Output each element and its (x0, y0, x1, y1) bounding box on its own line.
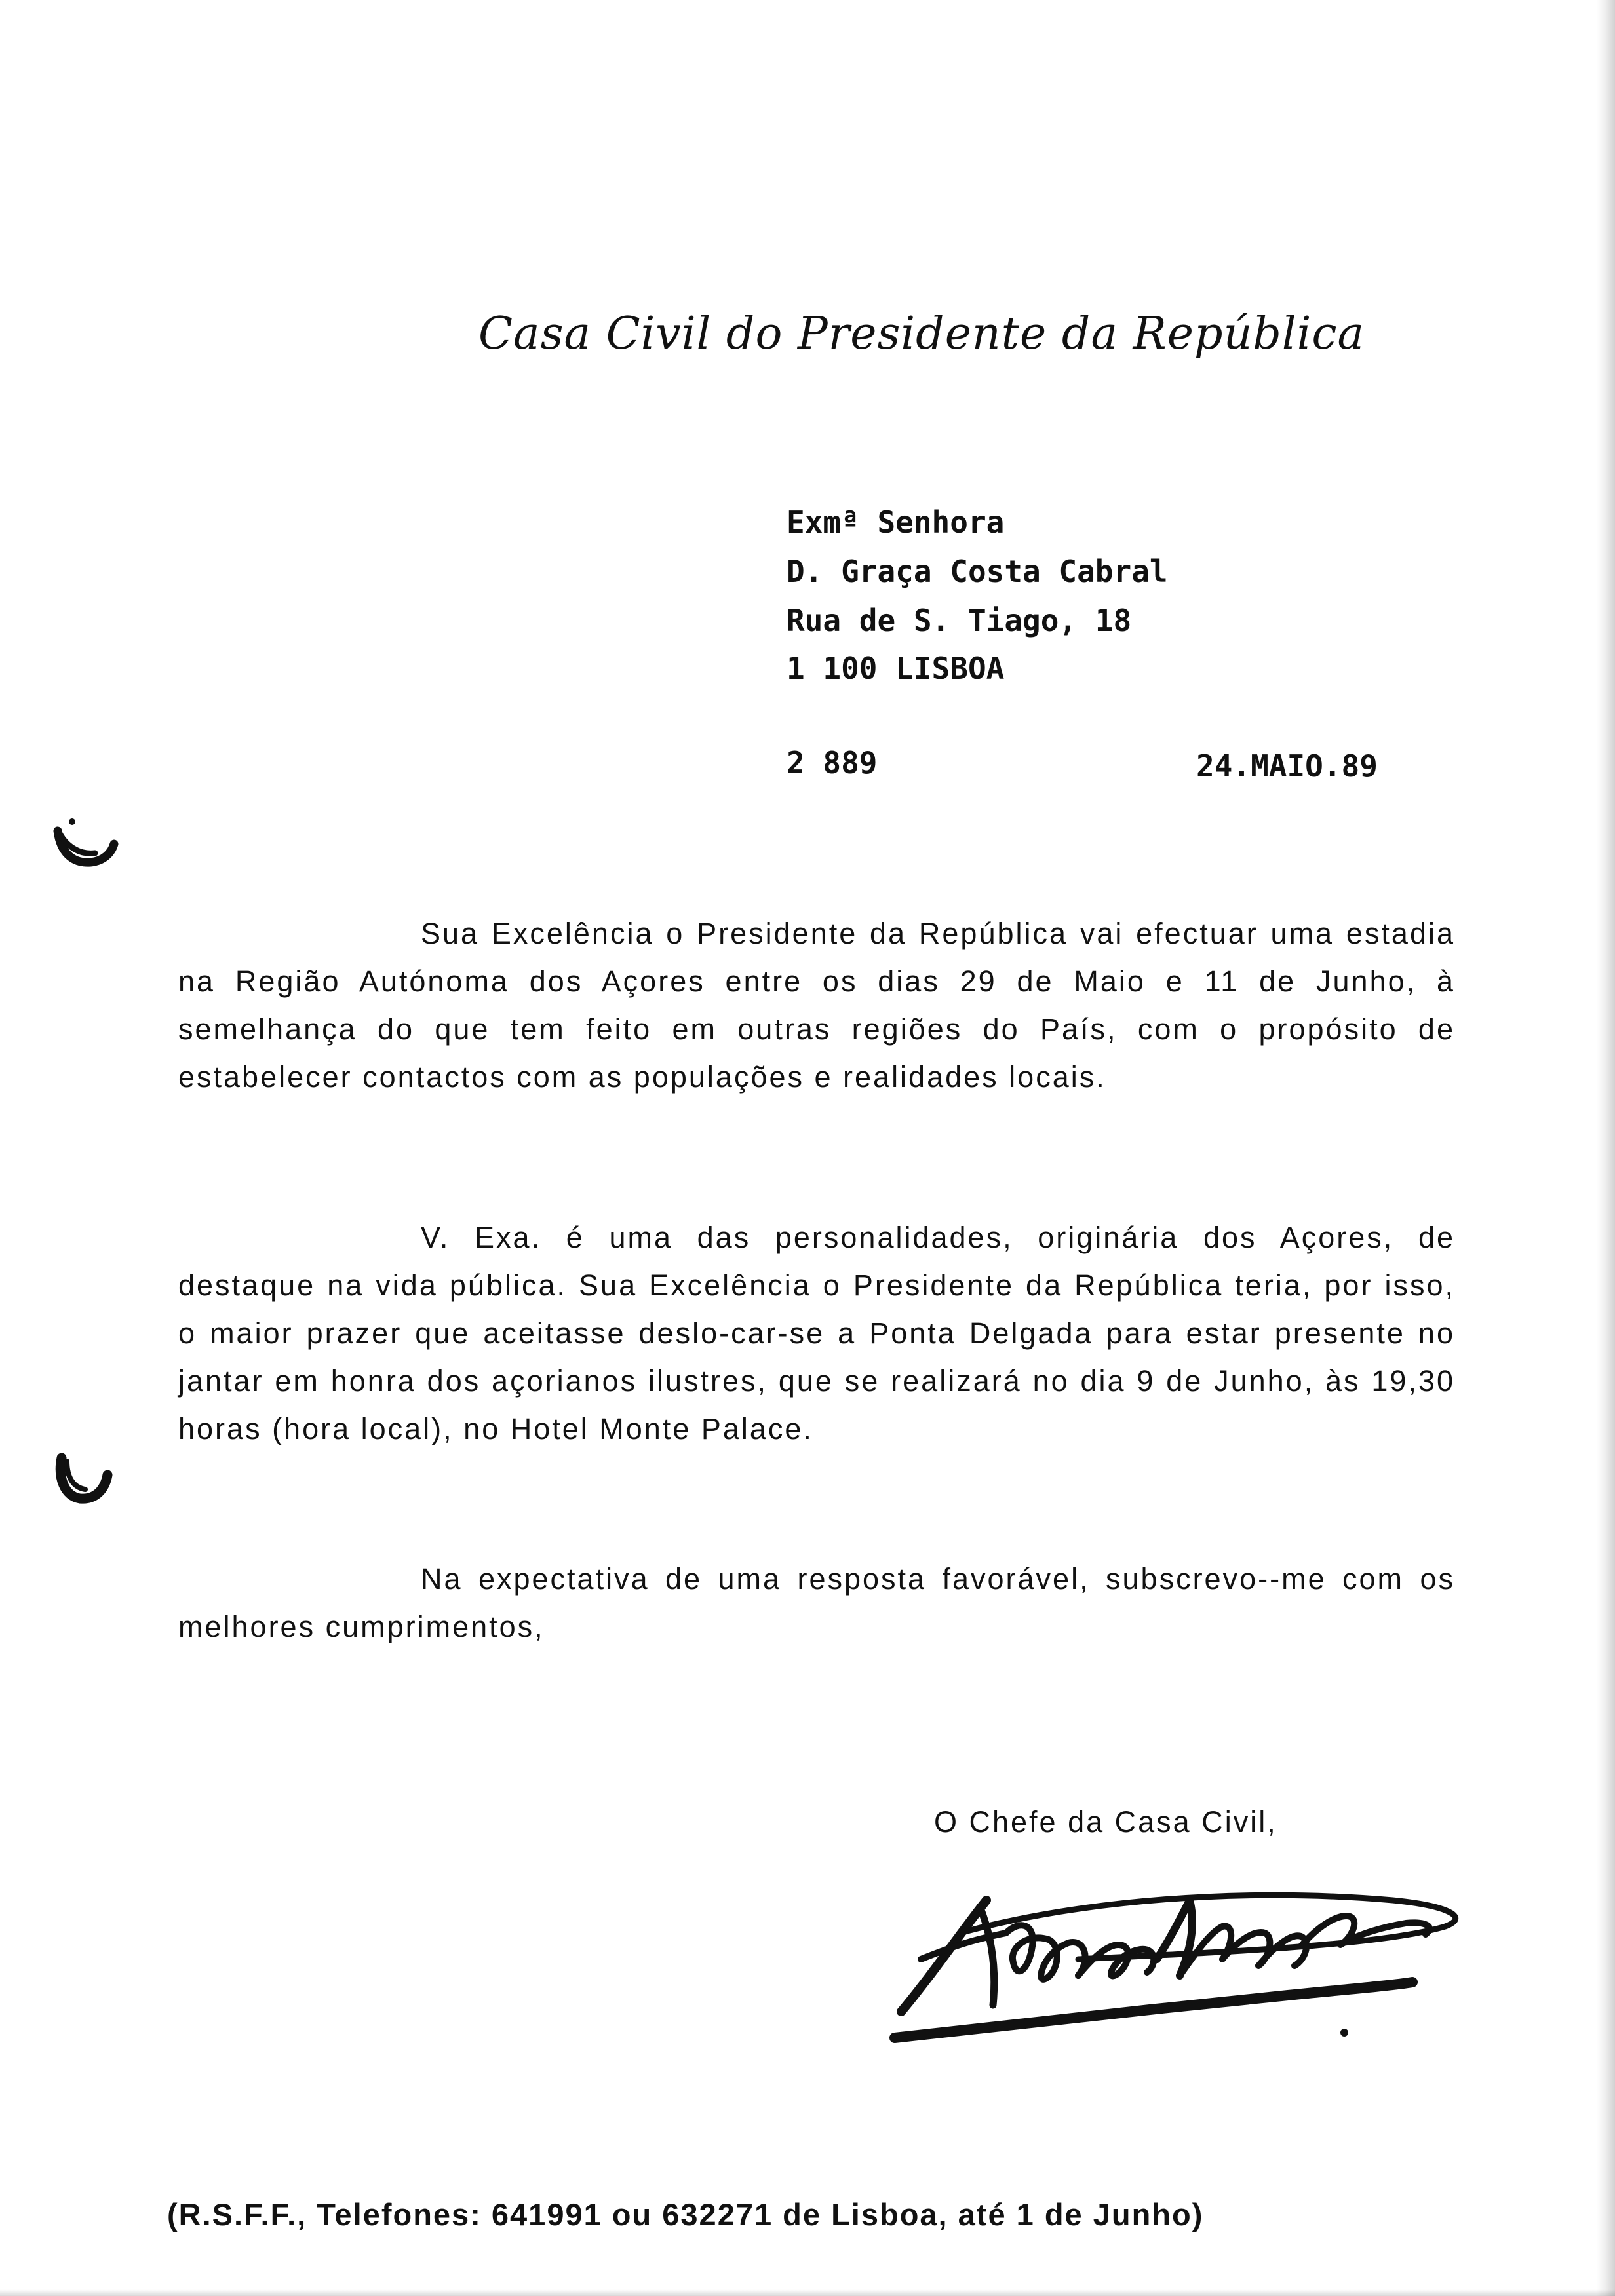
recipient-salutation: Exmª Senhora (787, 505, 1005, 540)
letter-date: 24.MAIO.89 (1196, 748, 1378, 784)
recipient-name: D. Graça Costa Cabral (787, 554, 1168, 589)
paragraph-text: Sua Excelência o Presidente da República vai efectuar uma estadia na Região Autónoma dos Açores entre os dias 29 de Maio e 11 de Junho, à semelhança do que tem feito em outras regiões do País, com o propósito de estabelecer contactos com as populações e realidades locais. (178, 917, 1455, 1094)
scan-edge-bottom (0, 2289, 1615, 2296)
reference-number: 2 889 (787, 745, 878, 780)
punch-hole-mark-bottom (47, 1438, 119, 1510)
handwritten-signature (882, 1861, 1485, 2057)
punch-hole-mark-top (46, 806, 125, 878)
paragraph-text: Na expectativa de uma resposta favorável, subscrevo--me com os melhores cumprimentos, (178, 1562, 1455, 1643)
body-paragraph-1 (178, 909, 1455, 1101)
closing-title: O Chefe da Casa Civil, (934, 1805, 1277, 1839)
body-paragraph-2 (178, 1214, 1455, 1453)
recipient-city: 1 100 LISBOA (787, 651, 1005, 686)
scan-edge-right (1597, 0, 1615, 2296)
paragraph-text: V. Exa. é uma das personalidades, originária dos Açores, de destaque na vida pública. Sua Excelência o Presidente da República teria, por isso, o maior prazer que aceitasse deslo-car-se a Ponta Delgada para estar presente no jantar em honra dos açorianos ilustres, que se realizará no dia 9 de Junho, às 19,30 horas (hora local), no Hotel Monte Palace. (178, 1221, 1455, 1445)
footer-note: (R.S.F.F., Telefones: 641991 ou 632271 de Lisboa, até 1 de Junho) (167, 2197, 1204, 2232)
body-paragraph-3 (178, 1555, 1455, 1651)
recipient-street: Rua de S. Tiago, 18 (787, 603, 1132, 638)
letterhead: Casa Civil do Presidente da República (478, 308, 1365, 360)
